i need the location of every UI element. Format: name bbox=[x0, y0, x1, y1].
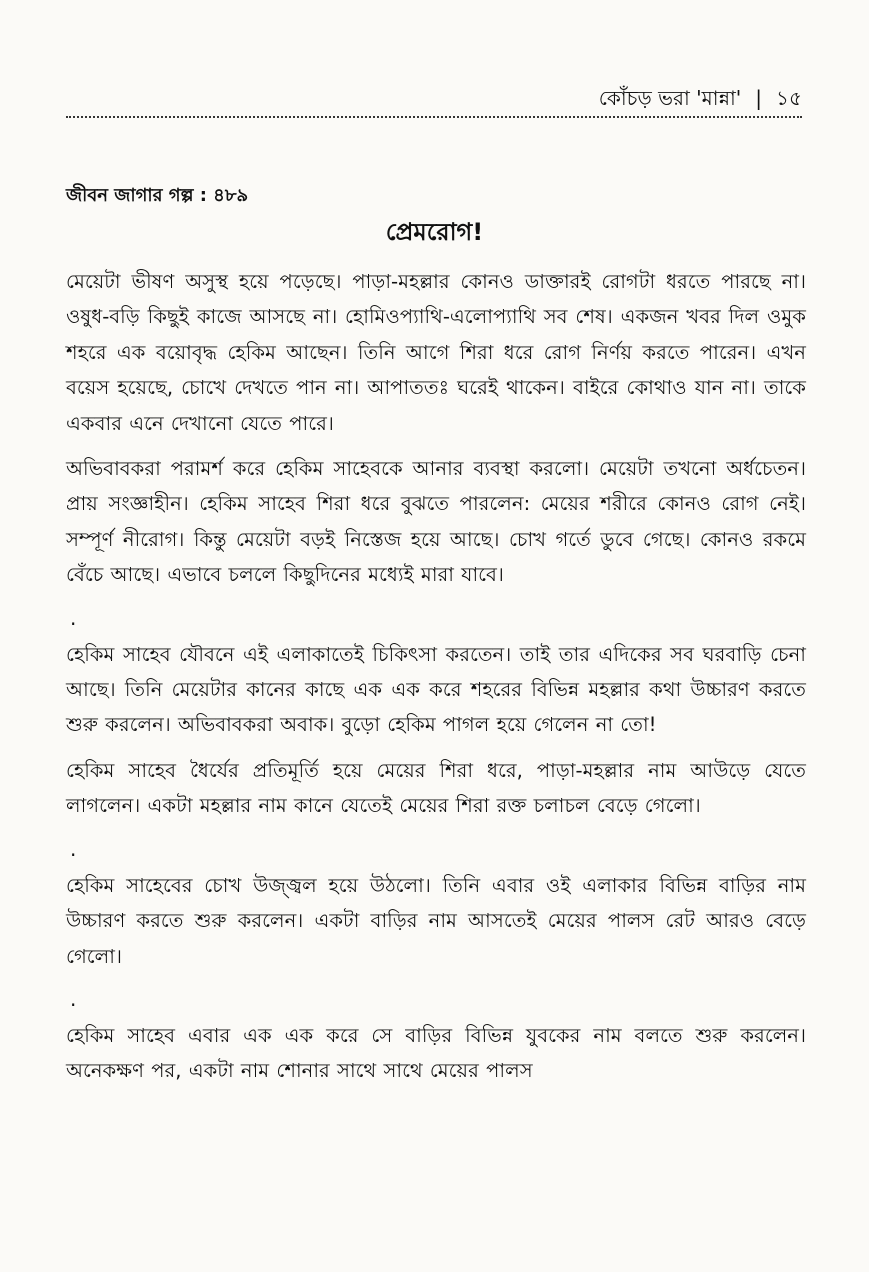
story-body bbox=[66, 264, 806, 1099]
paragraph-dot: . bbox=[70, 605, 77, 630]
paragraph: হেকিম সাহেব এবার এক এক করে সে বাড়ির বিভিন্ন যুবকের নাম বলতে শুরু করলেন। অনেকক্ষণ পর, একটা নাম শোনার সাথে সাথে মেয়ের পালস bbox=[66, 1023, 806, 1083]
paragraph: অভিবাবকরা পরামর্শ করে হেকিম সাহেবকে আনার ব্যবস্থা করলো। মেয়েটা তখনো অর্ধচেতন। প্রায় সংজ্ঞাহীন। হেকিম সাহেব শিরা ধরে বুঝতে পারলেন: মেয়ের শরীরে কোনও রোগ নেই। সম্পূর্ণ নীরোগ। কিন্তু মেয়েটা বড়ই নিস্তেজ হয়ে আছে। চোখ গর্তে ডুবে গেছে। কোনও রকমে বেঁচে আছে। এভাবে চললে কিছুদিনের মধ্যেই মারা যাবে। bbox=[66, 457, 806, 587]
paragraph-dot: . bbox=[70, 836, 77, 861]
book-title: কোঁচড় ভরা 'মান্না' bbox=[598, 86, 742, 110]
paragraph: হেকিম সাহেবের চোখ উজ্জ্বল হয়ে উঠলো। তিনি এবার ওই এলাকার বিভিন্ন বাড়ির নাম উচ্চারণ করতে শুরু করলেন। একটা বাড়ির নাম আসতেই মেয়ের পালস রেট আরও বেড়ে গেলো। bbox=[66, 873, 806, 968]
paragraph-dot: . bbox=[70, 986, 77, 1011]
series-label: জীবন জাগার গল্প : ৪৮৯ bbox=[66, 185, 249, 206]
header-rule bbox=[66, 116, 802, 118]
header-separator: | bbox=[755, 86, 763, 110]
paragraph: হেকিম সাহেব যৌবনে এই এলাকাতেই চিকিৎসা করতেন। তাই তার এদিকের সব ঘরবাড়ি চেনা আছে। তিনি মেয়েটার কানের কাছে এক এক করে শহরের বিভিন্ন মহল্লার কথা উচ্চারণ করতে শুরু করলেন। অভিবাবকরা অবাক। বুড়ো হেকিম পাগল হয়ে গেলেন না তো! bbox=[66, 642, 806, 737]
running-header bbox=[66, 84, 802, 112]
paragraph: হেকিম সাহেব ধৈর্যের প্রতিমূর্তি হয়ে মেয়ের শিরা ধরে, পাড়া-মহল্লার নাম আউড়ে যেতে লাগলেন। একটা মহল্লার নাম কানে যেতেই মেয়ের শিরা রক্ত চলাচল বেড়ে গেলো। bbox=[66, 758, 806, 818]
story-title: প্রেমরোগ! bbox=[385, 218, 484, 246]
paragraph: মেয়েটা ভীষণ অসুস্থ হয়ে পড়েছে। পাড়া-মহল্লার কোনও ডাক্তারই রোগটা ধরতে পারছে না। ওষুধ-বড়ি কিছুই কাজে আসছে না। হোমিওপ্যাথি-এলোপ্যাথি সব শেষ। একজন খবর দিল ওমুক শহরে এক বয়োবৃদ্ধ হেকিম আছেন। তিনি আগে শিরা ধরে রোগ নির্ণয় করতে পারেন। এখন বয়েস হয়েছে, চোখে দেখতে পান না। আপাততঃ ঘরেই থাকেন। বাইরে কোথাও যান না। তাকে একবার এনে দেখানো যেতে পারে। bbox=[66, 270, 806, 435]
page-number: ১৫ bbox=[776, 86, 802, 110]
